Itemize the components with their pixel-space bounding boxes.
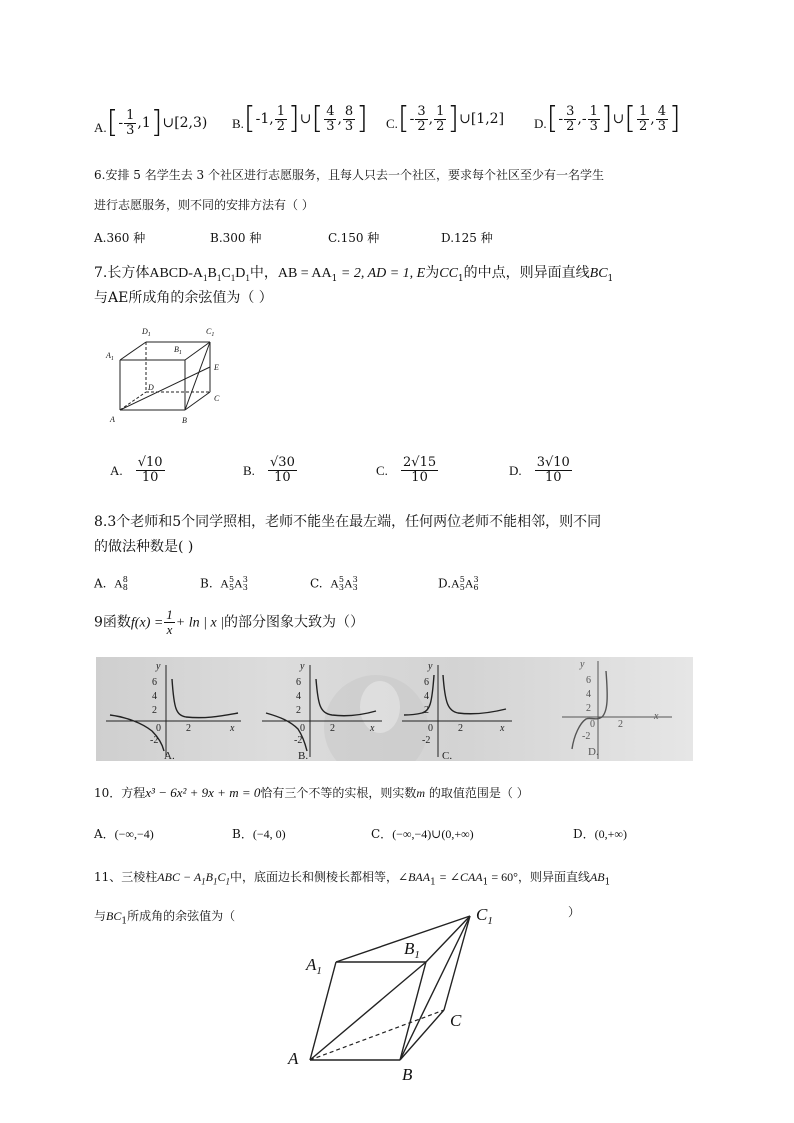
svg-text:4: 4	[296, 691, 301, 702]
svg-text:2: 2	[458, 723, 463, 734]
q9-stem: 9函数f(x) = $\frac{1}{x}$ + ln | x |的部分图象大致为（）	[94, 607, 365, 637]
label-a1: $A_1$	[306, 955, 322, 977]
svg-text:y: y	[300, 661, 305, 672]
edge-aa1	[310, 962, 336, 1060]
q11-line-2: 与$BC_1$所成角的余弦值为（	[94, 909, 236, 927]
svg-text:C.: C.	[442, 750, 453, 759]
svg-text:-2: -2	[150, 735, 159, 746]
q6-option-c: C.150 种	[328, 231, 380, 245]
q6-line-1: 6.安排 5 名学生去 3 个社区进行志愿服务，且每人只去一个社区，要求每个社区至少有一名学生	[94, 168, 604, 182]
q6-option-d: D.125 种	[441, 231, 493, 245]
svg-text:2: 2	[152, 705, 157, 716]
svg-text:0: 0	[300, 723, 305, 734]
svg-text:D.: D.	[588, 746, 599, 758]
svg-text:2: 2	[296, 705, 301, 716]
q10-option-d: D．(0,+∞)	[573, 827, 627, 841]
q7-option-c: C. $\frac{2√15}{10}$	[376, 455, 437, 485]
svg-text:-2: -2	[582, 731, 591, 742]
label-c: C	[214, 394, 220, 403]
edge-a1c1	[336, 916, 470, 962]
q7-option-d: D. $\frac{3√10}{10}$	[509, 455, 570, 485]
edge-bc1-diagonal	[185, 342, 210, 410]
q6-line-2: 进行志愿服务，则不同的安排方法有（ ）	[94, 198, 314, 212]
q5-option-a: A. [ - $\frac{1}{3}$ ,1 ] ∪ [2,3)	[94, 105, 208, 140]
q8-line-2: 的做法种数是( )	[94, 539, 194, 555]
hidden-edge-ac	[310, 1010, 444, 1060]
svg-text:y: y	[156, 661, 161, 672]
svg-text:2: 2	[424, 705, 429, 716]
q8-option-c: C. A 5 3 A 3 3	[310, 575, 358, 592]
segment-ab1	[310, 962, 426, 1060]
label-a: A	[110, 415, 115, 424]
q10-stem: 10．方程x³ − 6x² + 9x + m = 0恰有三个不等的实根，则实数m 的取值范围是（ ）	[94, 785, 529, 800]
q7-line-2: 与AE所成角的余弦值为（ ）	[94, 290, 273, 306]
q6-option-a: A.360 种	[94, 231, 146, 245]
svg-text:x: x	[654, 711, 659, 722]
svg-text:-2: -2	[294, 735, 303, 746]
label-b1: $B_1$	[404, 939, 420, 961]
cuboid-figure	[102, 322, 232, 432]
svg-text:4: 4	[586, 689, 591, 700]
svg-text:-2: -2	[422, 735, 431, 746]
q8-option-d: D.A 5 5 A 3 6	[438, 575, 479, 592]
q6-option-b: B.300 种	[210, 231, 262, 245]
label-d: D	[148, 383, 154, 392]
svg-text:4: 4	[152, 691, 157, 702]
svg-text:y: y	[428, 661, 433, 672]
label-a1: $A_1$	[106, 351, 114, 362]
svg-text:0: 0	[156, 723, 161, 734]
graph-d[interactable]	[562, 657, 690, 761]
q8-line-1: 8.3个老师和5个同学照相，老师不能坐在最左端，任何两位老师不能相邻，则不同	[94, 514, 602, 530]
hidden-edge-ad	[120, 392, 146, 410]
segment-ae	[120, 367, 210, 410]
q7-option-b: B. $\frac{√30}{10}$	[243, 455, 295, 485]
q10-option-a: A．(−∞,−4)	[94, 827, 154, 841]
svg-text:B.: B.	[298, 750, 309, 759]
svg-text:x: x	[370, 723, 375, 734]
svg-text:6: 6	[152, 677, 157, 688]
label-e: E	[214, 363, 219, 372]
q11-line-1: 11、三棱柱ABC − $A_1B_1C_1$中，底面边长和侧棱长都相等，$\angle BAA_1$ = $\angle CAA_1 = 60^\circ$，则异面直线$AB_1$	[94, 870, 611, 888]
q5-option-b: B. [ -1, $\frac{1}{2}$ ] ∪ [ $\frac{4}{3}$ , $\frac{8}{3}$ ]	[232, 101, 368, 136]
q11-close-paren: ）	[568, 905, 581, 919]
q9-graph-options-strip	[96, 657, 693, 761]
svg-text:6: 6	[296, 677, 301, 688]
svg-text:6: 6	[424, 677, 429, 688]
graph-b[interactable]	[262, 659, 392, 759]
svg-text:6: 6	[586, 675, 591, 686]
label-d1: $D_1$	[142, 327, 151, 338]
q10-option-b: B．(−4, 0)	[232, 827, 286, 841]
label-b: B	[402, 1065, 413, 1084]
q8-option-a: A. A 8 8	[94, 575, 128, 592]
prism-figure	[280, 898, 510, 1088]
svg-text:x: x	[500, 723, 505, 734]
edge-a1d1	[120, 342, 146, 360]
q5-option-d: D. [ - $\frac{3}{2}$ ,- $\frac{1}{3}$ ] ∪ [ $\frac{1}{2}$ , $\frac{4}{3}$ ]	[534, 101, 681, 136]
segment-bc1	[400, 916, 470, 1060]
q7-option-a: A. $\frac{√10}{10}$	[110, 455, 163, 485]
svg-text:2: 2	[618, 719, 623, 730]
svg-text:2: 2	[586, 703, 591, 714]
svg-text:A.: A.	[164, 750, 175, 759]
svg-text:2: 2	[330, 723, 335, 734]
graph-c[interactable]	[402, 659, 532, 759]
label-b1: $B_1$	[174, 345, 182, 356]
label-b: B	[182, 416, 187, 425]
svg-text:0: 0	[428, 723, 433, 734]
q5-option-c: C. [ - $\frac{3}{2}$ , $\frac{1}{2}$ ] ∪ [1,2]	[386, 101, 505, 136]
label-c: C	[450, 1011, 462, 1030]
svg-text:x: x	[230, 723, 235, 734]
svg-text:y: y	[580, 659, 585, 670]
graph-a[interactable]	[106, 659, 246, 759]
q10-option-c: C．(−∞,−4)∪(0,+∞)	[371, 827, 474, 841]
q8-option-b: B. A 5 5 A 3 3	[200, 575, 248, 592]
svg-text:0: 0	[590, 719, 595, 730]
label-a: A	[288, 1049, 299, 1068]
label-c1: $C_1$	[206, 327, 215, 338]
svg-text:2: 2	[186, 723, 191, 734]
svg-text:4: 4	[424, 691, 429, 702]
q7-line-1: 7.长方体ABCD-$A_1B_1C_1D_1$中，AB = $AA_1 = 2$, AD = 1, E为$CC_1$的中点，则异面直线$BC_1$	[94, 265, 614, 284]
label-c1: $C_1$	[476, 905, 493, 927]
